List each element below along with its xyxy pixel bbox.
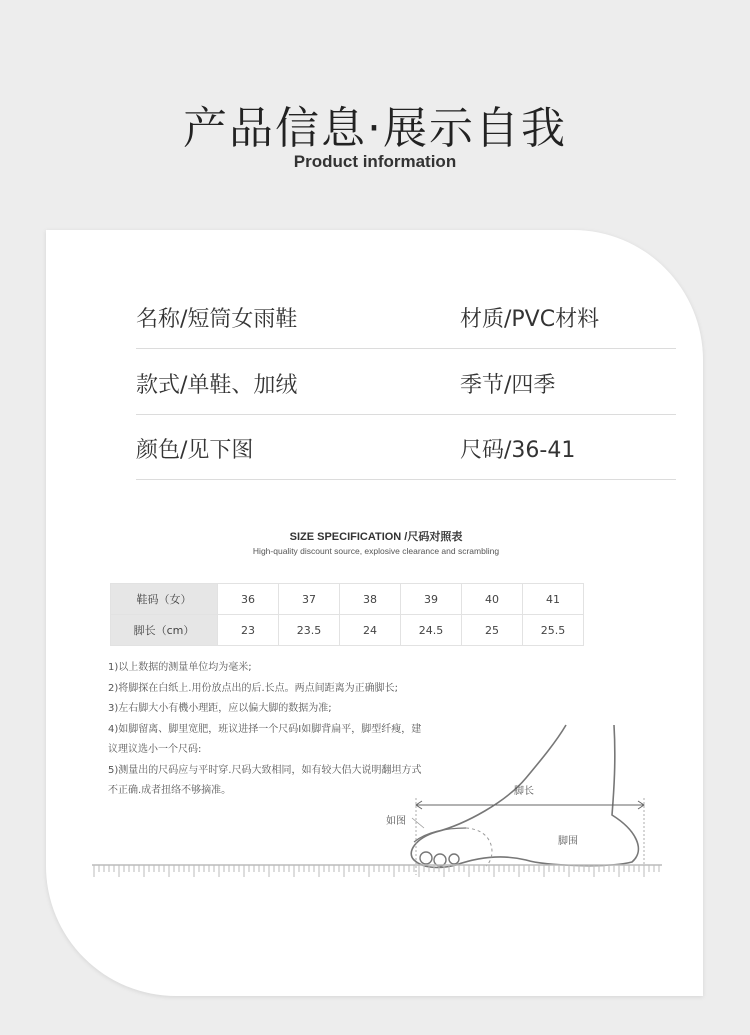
row-header-shoe-size: 鞋码（女） xyxy=(111,584,218,615)
table-cell: 24.5 xyxy=(401,615,462,646)
product-info-card xyxy=(46,230,703,996)
info-color: 颜色/见下图 xyxy=(136,438,254,463)
table-cell: 36 xyxy=(218,584,279,615)
table-cell: 41 xyxy=(523,584,584,615)
info-material: 材质/PVC材料 xyxy=(460,307,600,332)
info-season: 季节/四季 xyxy=(460,373,556,398)
table-row xyxy=(111,584,584,615)
table-cell: 24 xyxy=(340,615,401,646)
note-line: 4)如脚留离、脚里宽肥，班议进择一个尺码I如脚背扁平，脚型纤瘦，建 xyxy=(108,723,422,735)
size-table xyxy=(110,583,584,646)
note-line: 2)将脚探在白纸上.用份放点出的后.长点。两点间距离为正确脚长; xyxy=(108,682,398,694)
note-line: 3)左右脚大小有機小理距，应以偏大脚的数据为准; xyxy=(108,703,332,714)
page-title: 产品信息·展示自我 xyxy=(183,103,567,154)
table-cell: 38 xyxy=(340,584,401,615)
table-row xyxy=(111,615,584,646)
size-spec-tagline: High-quality discount source, explosive clearance and scrambling xyxy=(252,546,500,556)
page-subtitle: Product information xyxy=(293,152,457,171)
note-line: 议理议选小一个尺码: xyxy=(108,744,202,755)
table-cell: 25 xyxy=(462,615,523,646)
table-cell: 23.5 xyxy=(279,615,340,646)
info-row xyxy=(136,415,676,480)
foot-girth-label: 脚围 xyxy=(558,836,578,847)
info-style: 款式/单鞋、加绒 xyxy=(136,373,298,398)
foot-length-label: 脚长 xyxy=(514,786,534,797)
info-size-range: 尺码/36-41 xyxy=(460,438,576,463)
info-row xyxy=(136,350,676,415)
size-spec-heading: SIZE SPECIFICATION /尺码对照表 xyxy=(289,531,463,543)
table-cell: 23 xyxy=(218,615,279,646)
table-cell: 37 xyxy=(279,584,340,615)
table-cell: 39 xyxy=(401,584,462,615)
info-row xyxy=(136,284,676,349)
info-name: 名称/短筒女雨鞋 xyxy=(136,307,298,332)
foot-outline-icon xyxy=(376,720,666,880)
ruler-icon xyxy=(92,863,662,881)
foot-measure-diagram xyxy=(376,720,666,880)
table-cell: 40 xyxy=(462,584,523,615)
row-header-foot-length: 脚长（cm） xyxy=(111,615,218,646)
example-label: 如图 xyxy=(386,816,406,827)
note-line: 不正确.成者扭络不够摘准。 xyxy=(108,785,232,796)
note-line: 5)测量出的尺码应与平时穿.尺码大致相同，如有较大侣大说明翻坦方式 xyxy=(108,764,422,776)
table-cell: 25.5 xyxy=(523,615,584,646)
note-line: 1)以上数据的测量单位均为毫米; xyxy=(108,662,252,673)
